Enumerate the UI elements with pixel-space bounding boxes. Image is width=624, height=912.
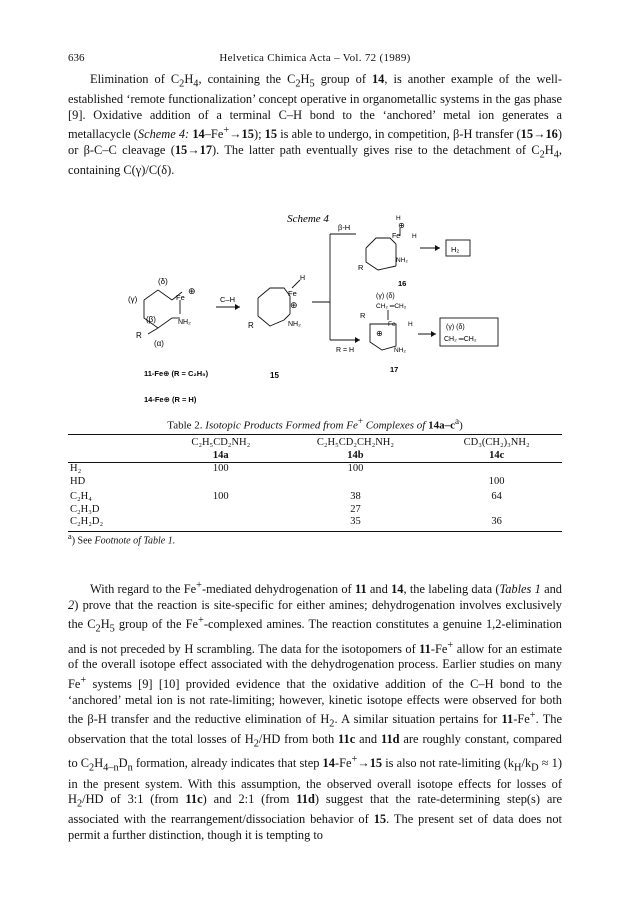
- ethene-box-bottom: CH₂ ═CH₂: [444, 336, 477, 343]
- fe-charge-1: ⊕: [188, 286, 196, 296]
- paragraph-dehydrogenation: With regard to the Fe+-mediated dehydrogenation of 11 and 14, the labeling data (Tables 1 and 2) prove that the reaction is site-specific for either amines; dehydrogenation involves exclusively the $C_2H_5$ group of the Fe+-complexed amines. The reaction constitutes a genuine 1,2-elimination and is not preceded by H scrambling. The data for the isotopomers of 11-Fe+ allow for an estimate of the overall isotope effect associated with the dehydrogenation process. Earlier studies on many Fe+ systems [9] [10] provided evidence that the oxidative addition of the C–H bond to the ‘anchored’ metal ion is not rate-limiting; however, kinetic isotope effects were observed for both the β-H transfer and the reductive elimination of $H_2$. A similar situation pertains for 11-Fe+. The observation that the total losses of $H_2/HD$ from both 11c and 11d are roughly constant, compared to $C_2H_{4-n}D_n$ formation, already indicates that step 14-Fe+→15 is also not rate-limiting $(k_H/k_D \approx 1)$ in the present system. With this assumption, the observed overall isotope effects for losses of $H_2/HD$ of 3:1 (from 11c) and 2:1 (from 11d) suggest that the rate-determining step(s) are associated with the rearrangement/dissociation behavior of 15. The present set of data does not permit a further distinction, though it is tempting to: [68, 580, 563, 842]
- scheme-4-diagram: [120, 210, 520, 410]
- ethene-box-top: (γ) (δ): [446, 324, 465, 331]
- compound-14-label: 14-Fe⊕ (R = H): [144, 395, 197, 404]
- running-title: Helvetica Chimica Acta – Vol. 72 (1989): [219, 52, 411, 64]
- fe-label-1: Fe: [176, 293, 185, 302]
- col-header-formula: C₂H₅CD₂CH₂NH₂: [280, 435, 432, 450]
- branch-arrows: [312, 234, 360, 340]
- beta-label-1: (β): [146, 315, 156, 324]
- col-header-id: 14c: [489, 449, 505, 461]
- col-header-id: 14b: [347, 449, 364, 461]
- structure-17: [370, 310, 396, 350]
- gamma-label-1: (γ): [128, 295, 138, 304]
- h-label-17: H: [408, 321, 413, 328]
- ethene-17: CH₂ ═CH₂: [376, 303, 407, 310]
- gamma-delta-17: (γ) (δ): [376, 293, 395, 300]
- table-row: HD 100: [70, 475, 505, 487]
- fe-charge-15: ⊕: [290, 300, 298, 310]
- col-header-id: 14a: [212, 449, 229, 461]
- table-row: C₂H₃D 27: [70, 503, 361, 515]
- page-number: 636: [68, 52, 85, 64]
- compound-15-label: 15: [270, 371, 279, 380]
- col-header-formula: CD₃(CH₂)₃NH₂: [431, 435, 562, 450]
- table-row: C₂H₄ 100 38 64: [70, 491, 502, 502]
- nh2-label-15: NH₂: [288, 321, 301, 328]
- h-label-16a: H: [396, 215, 401, 222]
- compound-17-label: 17: [390, 365, 399, 374]
- fe-label-17: Fe: [388, 321, 396, 328]
- h-label-15: H: [300, 275, 306, 282]
- compound-11-label: 11-Fe⊕ (R = C₂H₅): [144, 369, 209, 378]
- r-label-17: R: [360, 311, 366, 320]
- nh2-label-17: NH₂: [394, 347, 406, 354]
- fe-charge-17: ⊕: [376, 329, 383, 338]
- col-header-formula: C₂H₅CD₂NH₂: [162, 435, 280, 450]
- table-caption: Table 2. Isotopic Products Formed from Fe+ Complexes of $14a-c^a$): [167, 416, 463, 432]
- alpha-label-1: (α): [154, 339, 164, 348]
- table-row: H₂ 100 100: [68, 463, 562, 476]
- r-label-1: R: [136, 331, 142, 340]
- nh2-label-16: NH₂: [396, 257, 408, 264]
- table-footnote: $^a$) See Footnote of Table 1.: [68, 532, 176, 547]
- nh2-label-1: NH₂: [178, 319, 191, 326]
- h2-product-label: H₂: [451, 245, 460, 254]
- isotopic-products-table: [68, 434, 562, 532]
- paragraph-elimination: Elimination of $C_2H_4$, containing the $C_2H_5$ group of 14, is another example of the well-established ‘remote functionalization’ concept operative in organometallic systems in the gas phase [9]. Oxidative addition of a terminal C–H bond to the ‘anchored’ metal ion generates a metallacycle (Scheme 4: 14–Fe+→15); 15 is able to undergo, in competition, β-H transfer (15→16) or β-C–C cleavage (15→17). The latter path eventually gives rise to the detachment of $C_2H_4$, containing C(γ)/C(δ).: [68, 72, 562, 178]
- r-equals-h-label: R = H: [336, 347, 355, 354]
- fe-label-16: Fe: [392, 233, 401, 240]
- h-label-16b: H: [412, 233, 417, 240]
- fe-charge-16: ⊕: [398, 221, 405, 230]
- r-label-16: R: [358, 263, 364, 272]
- table-row: C₂H₂D₂ 35 36: [68, 516, 562, 531]
- compound-16-label: 16: [398, 279, 407, 288]
- r-label-15: R: [248, 321, 254, 330]
- beta-h-arrow-label: β-H: [338, 223, 351, 232]
- ch-arrow-label: C–H: [220, 295, 236, 304]
- delta-label-1: (δ): [158, 277, 168, 286]
- scheme-title: Scheme 4: [287, 213, 329, 225]
- fe-label-15: Fe: [288, 289, 297, 298]
